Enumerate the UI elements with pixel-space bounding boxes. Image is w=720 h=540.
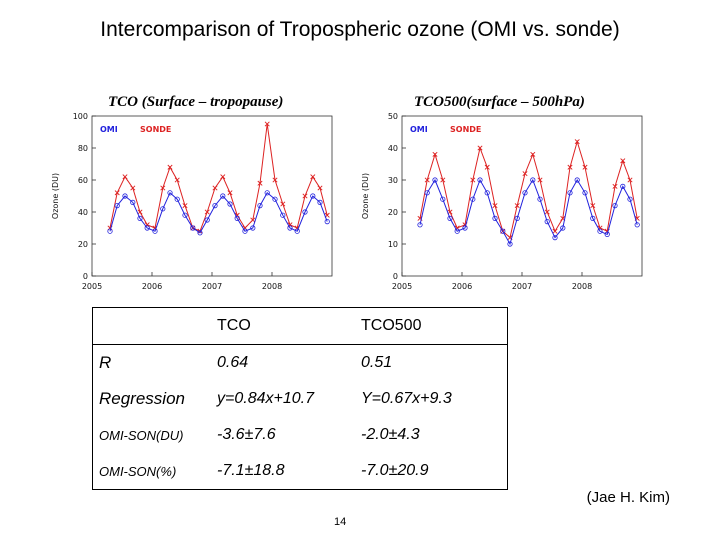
y-tick-label: 40 <box>387 144 398 153</box>
x-tick-label: 2005 <box>391 282 413 291</box>
table-header-cell: TCO500 <box>355 308 508 345</box>
data-point-sonde <box>221 175 225 179</box>
data-point-sonde <box>168 165 172 169</box>
table-cell: y=0.84x+10.7 <box>217 390 314 407</box>
table-header-cell: TCO <box>211 308 355 345</box>
table-cell: -7.0±20.9 <box>361 462 429 479</box>
table-cell: Y=0.67x+9.3 <box>361 390 452 407</box>
table-header-cell <box>93 308 212 345</box>
table-cell: -7.1±18.8 <box>217 462 285 479</box>
legend-entry: OMI <box>410 125 428 134</box>
table-header-row <box>93 308 508 345</box>
x-tick-label: 2005 <box>81 282 103 291</box>
x-tick-label: 2006 <box>451 282 473 291</box>
chart-title-tco: TCO (Surface – tropopause) <box>108 94 284 110</box>
table-row <box>93 345 508 382</box>
y-tick-label: 50 <box>387 112 398 121</box>
y-tick-label: 10 <box>387 240 398 249</box>
table-cell: Regression <box>99 389 185 408</box>
table-cell: R <box>99 353 112 372</box>
y-tick-label: 80 <box>77 144 88 153</box>
plot-frame <box>402 116 642 276</box>
table-cell: OMI-SON(DU) <box>99 427 184 443</box>
y-axis-label: Ozone (DU) <box>51 172 60 220</box>
y-tick-label: 0 <box>82 272 88 281</box>
table-cell: -3.6±7.6 <box>217 426 276 443</box>
chart-tco500 <box>354 108 650 298</box>
page-number: 14 <box>334 516 347 528</box>
data-point-omi <box>325 219 329 223</box>
y-tick-label: 0 <box>392 272 398 281</box>
x-tick-label: 2006 <box>141 282 163 291</box>
table-cell: -2.0±4.3 <box>361 426 420 443</box>
y-tick-label: 20 <box>387 208 398 217</box>
legend-entry: SONDE <box>450 125 482 134</box>
table-cell: OMI-SON(%) <box>99 463 177 479</box>
data-point-sonde <box>311 175 315 179</box>
slide-title: Intercomparison of Tropospheric ozone (OMI vs. sonde) <box>100 18 620 41</box>
legend-entry: OMI <box>100 125 118 134</box>
table-cell: 0.64 <box>217 354 249 371</box>
table-row <box>93 381 508 417</box>
chart-title-tco500: TCO500(surface – 500hPa) <box>414 94 585 110</box>
y-tick-label: 40 <box>77 208 88 217</box>
y-tick-label: 30 <box>387 176 398 185</box>
y-axis-label: Ozone (DU) <box>361 172 370 220</box>
table-row <box>93 417 508 453</box>
x-tick-label: 2008 <box>261 282 283 291</box>
credit: (Jae H. Kim) <box>586 489 670 506</box>
table-cell: 0.51 <box>361 354 393 371</box>
data-point-sonde <box>123 175 127 179</box>
chart-tco <box>44 108 340 298</box>
legend-entry: SONDE <box>140 125 172 134</box>
data-point-sonde <box>553 229 557 233</box>
stats-table <box>92 307 508 490</box>
x-tick-label: 2007 <box>201 282 223 291</box>
y-tick-label: 20 <box>77 240 88 249</box>
y-tick-label: 100 <box>72 112 88 121</box>
x-tick-label: 2008 <box>571 282 593 291</box>
y-tick-label: 60 <box>77 176 88 185</box>
series-line-sonde <box>110 124 327 231</box>
table-row <box>93 453 508 490</box>
x-tick-label: 2007 <box>511 282 533 291</box>
